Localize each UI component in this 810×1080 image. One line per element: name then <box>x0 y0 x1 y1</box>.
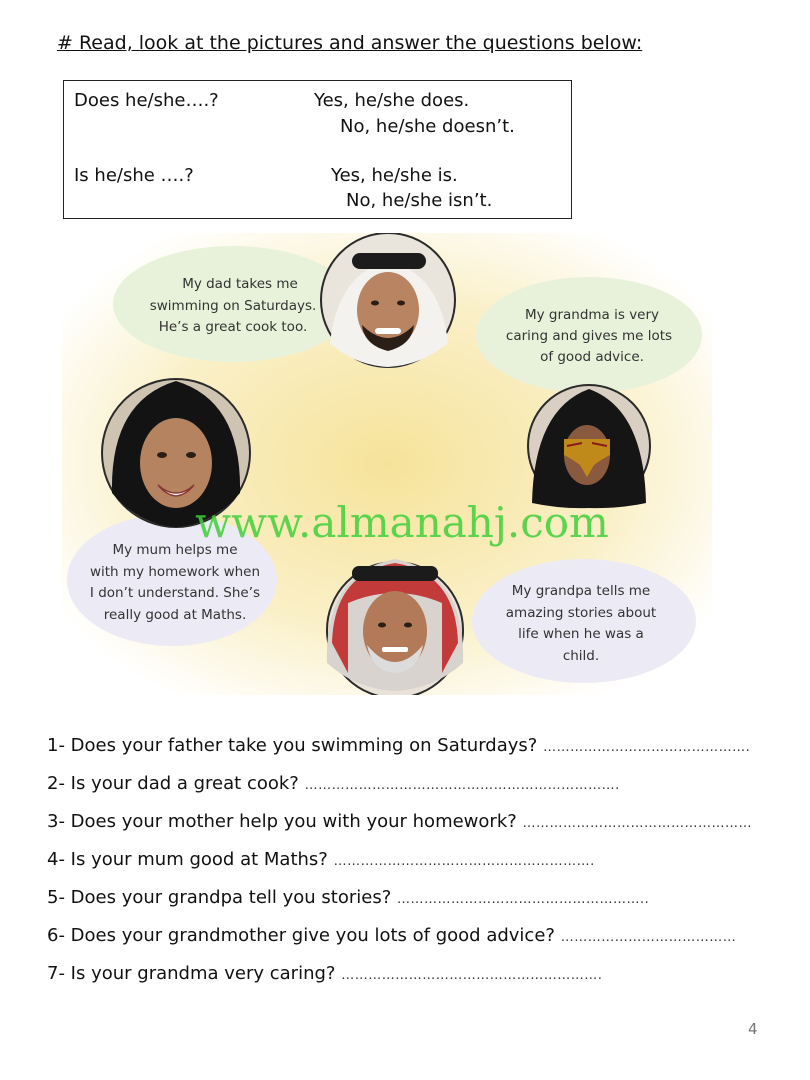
grammar-answer-yes-does: Yes, he/she does. <box>314 90 470 111</box>
dad-bubble-line-1: My dad takes me <box>182 276 298 292</box>
grandpa-bubble-line-3: life when he was a <box>518 626 644 642</box>
question-6-answer-line: ………………………………… <box>560 930 737 945</box>
question-2 <box>47 773 620 794</box>
grandpa-bubble-line-2: amazing stories about <box>505 605 657 621</box>
grandma-bubble-line-3: of good advice. <box>540 349 644 365</box>
question-4 <box>47 849 595 870</box>
question-5-answer-line: ……………………………………………….. <box>397 892 650 907</box>
question-6-text: 6- Does your grandmother give you lots of good advice? <box>47 925 555 946</box>
question-1-text: 1- Does your father take you swimming on Saturdays? <box>47 735 538 756</box>
grammar-question-is: Is he/she ….? <box>74 165 194 186</box>
grandpa-bubble-line-4: child. <box>562 648 600 664</box>
grandpa-bubble-line-1: My grandpa tells me <box>511 583 651 599</box>
question-2-answer-line: ……………………………………………………………. <box>304 778 620 793</box>
page-number: 4 <box>748 1020 758 1038</box>
mum-bubble-line-2: with my homework when <box>89 564 261 580</box>
grammar-box <box>63 80 572 219</box>
question-4-answer-line: …………………………………………………. <box>333 854 595 869</box>
dad-bubble-line-3: He’s a great cook too. <box>158 319 308 335</box>
question-5-text: 5- Does your grandpa tell you stories? <box>47 887 392 908</box>
mum-bubble-line-1: My mum helps me <box>112 542 238 558</box>
question-1 <box>47 735 750 756</box>
watermark-text: www.almanahj.com <box>195 498 609 547</box>
grandma-bubble-line-1: My grandma is very <box>524 307 660 323</box>
mum-bubble-line-3: I don’t understand. She’s <box>89 585 261 601</box>
question-2-text: 2- Is your dad a great cook? <box>47 773 299 794</box>
question-3 <box>47 811 752 832</box>
question-4-text: 4- Is your mum good at Maths? <box>47 849 328 870</box>
instruction-heading: # Read, look at the pictures and answer the questions below: <box>57 32 643 54</box>
question-1-answer-line: ………………………………………. <box>543 740 751 755</box>
mum-bubble-line-4: really good at Maths. <box>103 607 247 623</box>
question-7 <box>47 963 602 984</box>
question-3-text: 3- Does your mother help you with your homework? <box>47 811 517 832</box>
grammar-answer-yes-is: Yes, he/she is. <box>331 165 458 186</box>
question-6 <box>47 925 736 946</box>
question-7-answer-line: …………………………………………………. <box>341 968 603 983</box>
grammar-question-does: Does he/she….? <box>74 90 219 111</box>
dad-portrait <box>321 233 455 367</box>
dad-bubble-line-2: swimming on Saturdays. <box>149 298 317 314</box>
question-5 <box>47 887 649 908</box>
grandma-portrait <box>528 385 650 508</box>
question-7-text: 7- Is your grandma very caring? <box>47 963 336 984</box>
grammar-answer-no-doesnt: No, he/she doesn’t. <box>340 116 515 137</box>
grandpa-speech-bubble <box>472 559 696 683</box>
family-illustration <box>62 233 712 695</box>
grammar-answer-no-isnt: No, he/she isn’t. <box>346 190 493 211</box>
grandma-bubble-line-2: caring and gives me lots <box>505 328 673 344</box>
question-3-answer-line: …………………………………………… <box>522 816 753 831</box>
